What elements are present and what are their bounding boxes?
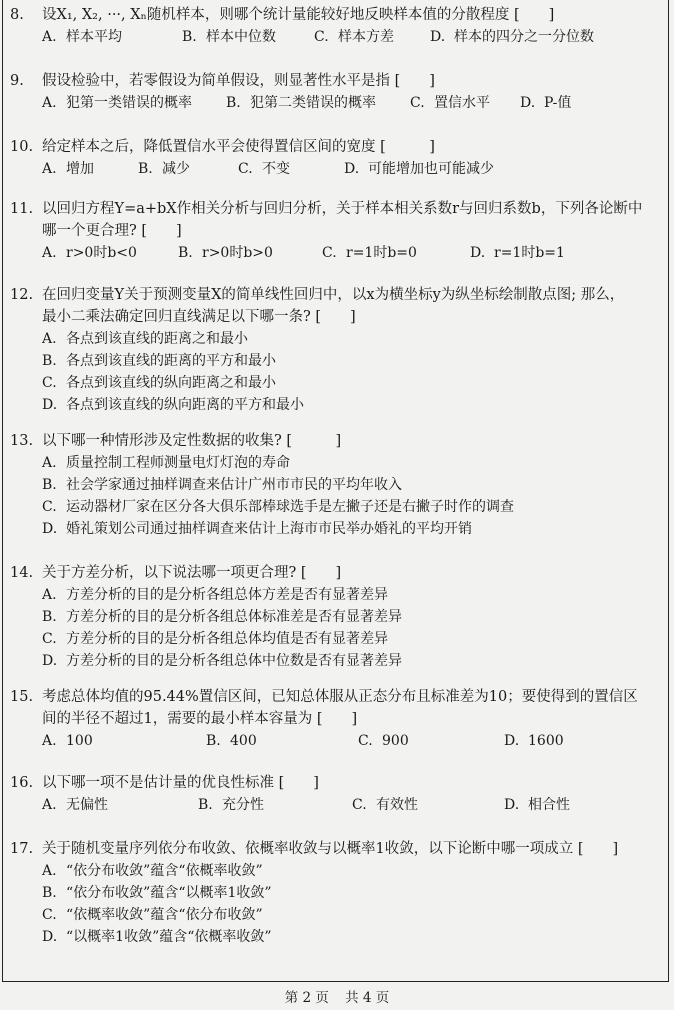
question-stem-continued: 间的半径不超过1，需要的最小样本容量为 [ ] [42, 711, 358, 727]
question-9 [10, 70, 665, 114]
question-17 [10, 838, 665, 948]
options [42, 584, 665, 672]
option-d[interactable]: D. “以概率1收敛”蕴含“依概率收敛” [42, 929, 272, 945]
question-stem [10, 686, 665, 708]
option-d[interactable]: D. 各点到该直线的纵向距离的平方和最小 [42, 397, 304, 413]
option-d[interactable]: D. 相合性 [504, 797, 570, 813]
option-b[interactable]: B. 400 [206, 733, 257, 749]
options [42, 328, 665, 416]
option-a[interactable]: A. 100 [42, 733, 93, 749]
option-c[interactable]: C. 样本方差 [314, 29, 394, 45]
question-stem [10, 430, 665, 452]
option-b[interactable]: B. 各点到该直线的距离的平方和最小 [42, 353, 276, 369]
option-a[interactable]: A. 方差分析的目的是分析各组总体方差是否有显著差异 [42, 587, 388, 603]
question-stem [10, 4, 665, 26]
option-b[interactable]: B. 方差分析的目的是分析各组总体标准差是否有显著差异 [42, 609, 402, 625]
question-text: 关于方差分析，以下说法哪一项更合理? [ ] [42, 565, 342, 581]
option-a[interactable]: A. 犯第一类错误的概率 [42, 95, 192, 111]
option-d[interactable]: D. P-值 [520, 95, 572, 111]
options [42, 242, 665, 264]
option-c[interactable]: C. 900 [358, 733, 409, 749]
options [42, 860, 665, 948]
question-number: 8. [10, 7, 24, 23]
option-c[interactable]: C. 各点到该直线的纵向距离之和最小 [42, 375, 276, 391]
question-12 [10, 284, 665, 416]
question-text: 以回归方程Y=a+bX作相关分析与回归分析，关于样本相关系数r与回归系数b，下列各论断中 [42, 201, 643, 217]
option-d[interactable]: D. 方差分析的目的是分析各组总体中位数是否有显著差异 [42, 653, 402, 669]
option-b[interactable]: B. 样本中位数 [182, 29, 276, 45]
question-text: 以下哪一种情形涉及定性数据的收集? [ ] [42, 433, 342, 449]
question-text: 以下哪一项不是估计量的优良性标准 [ ] [42, 775, 319, 791]
question-stem-continued: 最小二乘法确定回归直线满足以下哪一条? [ ] [42, 309, 356, 325]
option-a[interactable]: A. 无偏性 [42, 797, 108, 813]
option-b[interactable]: B. 社会学家通过抽样调查来估计广州市市民的平均年收入 [42, 477, 402, 493]
question-number: 13. [10, 433, 34, 449]
option-d[interactable]: D. 1600 [504, 733, 564, 749]
question-number: 15. [10, 689, 34, 705]
question-13 [10, 430, 665, 540]
question-8 [10, 4, 665, 48]
page-footer [0, 988, 674, 1008]
option-a[interactable]: A. 增加 [42, 161, 94, 177]
question-number: 9. [10, 73, 24, 89]
question-16 [10, 772, 665, 816]
options [42, 92, 665, 114]
question-stem [10, 838, 665, 860]
page-number: 第 2 页 [284, 990, 329, 1006]
option-b[interactable]: B. r>0时b>0 [178, 245, 273, 261]
option-c[interactable]: C. 置信水平 [410, 95, 490, 111]
option-c[interactable]: C. 不变 [238, 161, 290, 177]
option-d[interactable]: D. 样本的四分之一分位数 [430, 29, 594, 45]
question-number: 17. [10, 841, 34, 857]
options [42, 158, 665, 180]
option-c[interactable]: C. r=1时b=0 [322, 245, 417, 261]
option-a[interactable]: A. “依分布收敛”蕴含“依概率收敛” [42, 863, 263, 879]
option-d[interactable]: D. r=1时b=1 [470, 245, 565, 261]
question-stem [10, 70, 665, 92]
option-a[interactable]: A. 样本平均 [42, 29, 122, 45]
question-11 [10, 198, 665, 264]
question-text: 考虑总体均值的95.44%置信区间，已知总体服从正态分布且标准差为10；要使得到的置信区 [42, 689, 638, 705]
options [42, 730, 665, 752]
question-number: 14. [10, 565, 34, 581]
option-b[interactable]: B. 减少 [138, 161, 190, 177]
option-a[interactable]: A. r>0时b<0 [42, 245, 137, 261]
question-14 [10, 562, 665, 672]
option-d[interactable]: D. 可能增加也可能减少 [344, 161, 494, 177]
question-stem [10, 284, 665, 306]
option-c[interactable]: C. 方差分析的目的是分析各组总体均值是否有显著差异 [42, 631, 388, 647]
option-a[interactable]: A. 各点到该直线的距离之和最小 [42, 331, 248, 347]
question-10 [10, 136, 665, 180]
option-b[interactable]: B. 充分性 [198, 797, 264, 813]
question-stem [10, 772, 665, 794]
question-text: 假设检验中，若零假设为简单假设，则显著性水平是指 [ ] [42, 73, 435, 89]
question-number: 10. [10, 139, 34, 155]
options [42, 452, 665, 540]
question-stem-continued: 哪一个更合理? [ ] [42, 223, 182, 239]
question-stem [10, 136, 665, 158]
question-text: 关于随机变量序列依分布收敛、依概率收敛与以概率1收敛，以下论断中哪一项成立 [ ] [42, 841, 619, 857]
option-a[interactable]: A. 质量控制工程师测量电灯灯泡的寿命 [42, 455, 290, 471]
option-b[interactable]: B. 犯第二类错误的概率 [226, 95, 376, 111]
question-number: 12. [10, 287, 34, 303]
question-text: 在回归变量Y关于预测变量X的简单线性回归中，以x为横坐标y为纵坐标绘制散点图; 那么， [42, 287, 625, 303]
question-stem [10, 562, 665, 584]
question-text: 设X₁, X₂, ···, Xₙ随机样本，则哪个统计量能较好地反映样本值的分散程度 [ ] [42, 7, 555, 23]
option-c[interactable]: C. 有效性 [352, 797, 418, 813]
option-c[interactable]: C. “依概率收敛”蕴含“依分布收敛” [42, 907, 263, 923]
question-number: 16. [10, 775, 34, 791]
page-total: 共 4 页 [345, 990, 390, 1006]
options [42, 794, 665, 816]
question-number: 11. [10, 201, 34, 217]
question-15 [10, 686, 665, 752]
option-b[interactable]: B. “依分布收敛”蕴含“以概率1收敛” [42, 885, 272, 901]
option-d[interactable]: D. 婚礼策划公司通过抽样调查来估计上海市市民举办婚礼的平均开销 [42, 521, 472, 537]
options [42, 26, 665, 48]
question-text: 给定样本之后，降低置信水平会使得置信区间的宽度 [ ] [42, 139, 435, 155]
question-stem [10, 198, 665, 220]
option-c[interactable]: C. 运动器材厂家在区分各大俱乐部棒球选手是左撇子还是右撇子时作的调查 [42, 499, 514, 515]
